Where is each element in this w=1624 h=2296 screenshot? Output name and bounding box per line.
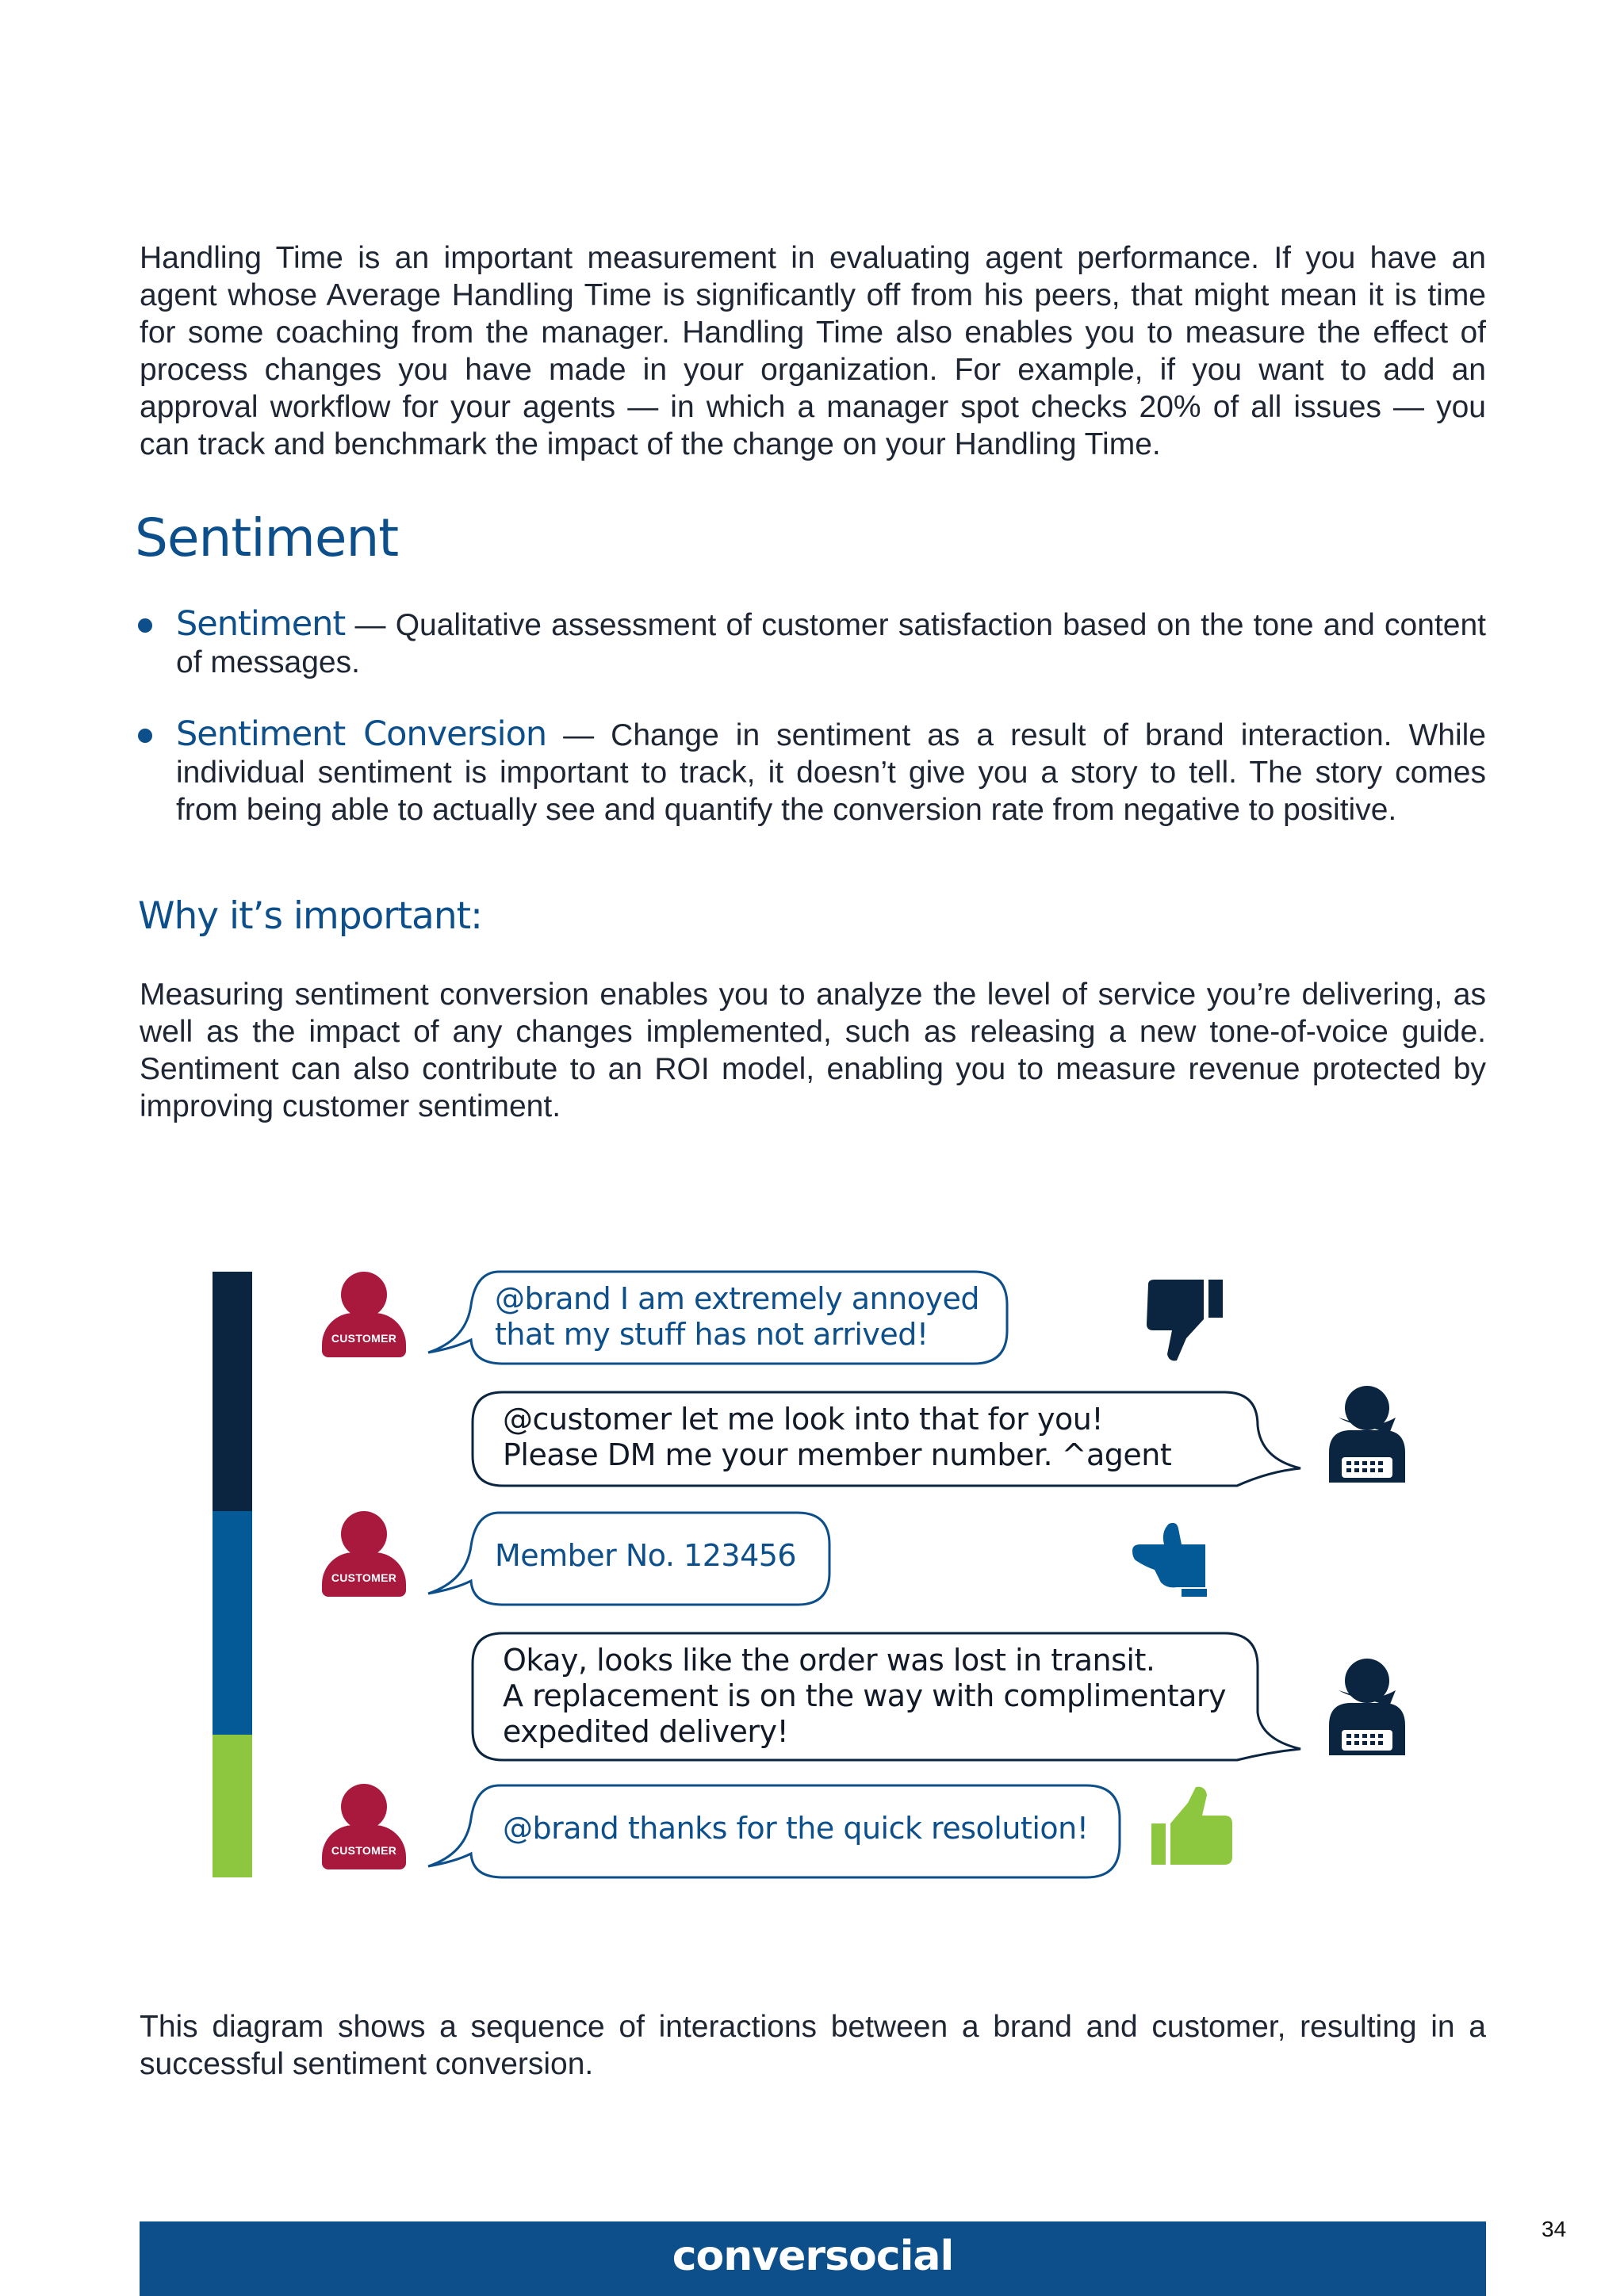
footer-bar bbox=[140, 2221, 1486, 2296]
customer-avatar bbox=[320, 1511, 408, 1598]
thumbs-sideways-icon bbox=[1129, 1521, 1221, 1598]
customer-avatar bbox=[320, 1784, 408, 1871]
diagram-caption: This diagram shows a sequence of interactions between a brand and customer, resulting in a successful sentiment conversion. bbox=[140, 2010, 1486, 2081]
bullet-term: Sentiment bbox=[176, 604, 346, 644]
why-paragraph: Measuring sentiment conversion enables you to analyze the level of service you’re delivering, as well as the impact of any changes implemented, such as releasing a new tone-of-voice guide. Sentiment can also contribute to an ROI model, enabling you to measure revenue protected by improving customer sentiment. bbox=[140, 978, 1486, 1123]
message-4: Okay, looks like the order was lost in transit. A replacement is on the way with complimentary expedited delivery! bbox=[503, 1643, 1227, 1749]
customer-avatar bbox=[320, 1272, 408, 1359]
message-2: @customer let me look into that for you! Please DM me your member number. ^agent bbox=[503, 1402, 1172, 1472]
bullet-text: — Change in sentiment as a result of brand interaction. While individual sentiment is important to track, it doesn’t give you a story to tell. The story comes from being able to actually see and quantify the conversion rate from negative to positive. bbox=[176, 718, 1486, 827]
message-3: Member No. 123456 bbox=[495, 1538, 797, 1573]
agent-icon bbox=[1323, 1657, 1411, 1760]
customer-label: CUSTOMER bbox=[331, 1332, 397, 1345]
message-1: @brand I am extremely annoyed that my stuff has not arrived! bbox=[495, 1281, 979, 1352]
bullet-text: — Qualitative assessment of customer satisfaction based on the tone and content of messages. bbox=[176, 608, 1486, 679]
customer-label: CUSTOMER bbox=[331, 1571, 397, 1584]
thumbs-down-icon bbox=[1145, 1278, 1228, 1364]
customer-label: CUSTOMER bbox=[331, 1844, 397, 1857]
section-title: Sentiment bbox=[135, 507, 399, 568]
conversocial-logo: conversocial bbox=[672, 2233, 954, 2280]
thumbs-up-icon bbox=[1150, 1785, 1234, 1868]
message-5: @brand thanks for the quick resolution! bbox=[503, 1811, 1089, 1846]
agent-icon bbox=[1323, 1384, 1411, 1487]
page-number: 34 bbox=[1542, 2217, 1567, 2241]
bullet-term: Sentiment Conversion bbox=[176, 714, 547, 754]
why-heading: Why it’s important: bbox=[138, 894, 482, 938]
intro-paragraph: Handling Time is an important measurement in evaluating agent performance. If you have an agent whose Average Handling Time is significantly off from his peers, that might mean it is time for some coaching from the manager. Handling Time also enables you to measure the effect of process changes you have made in your organization. For example, if you want to add an approval workflow for your agents — in which a manager spot checks 20% of all issues — you can track and benchmark the impact of the change on your Handling Time. bbox=[140, 241, 1486, 461]
